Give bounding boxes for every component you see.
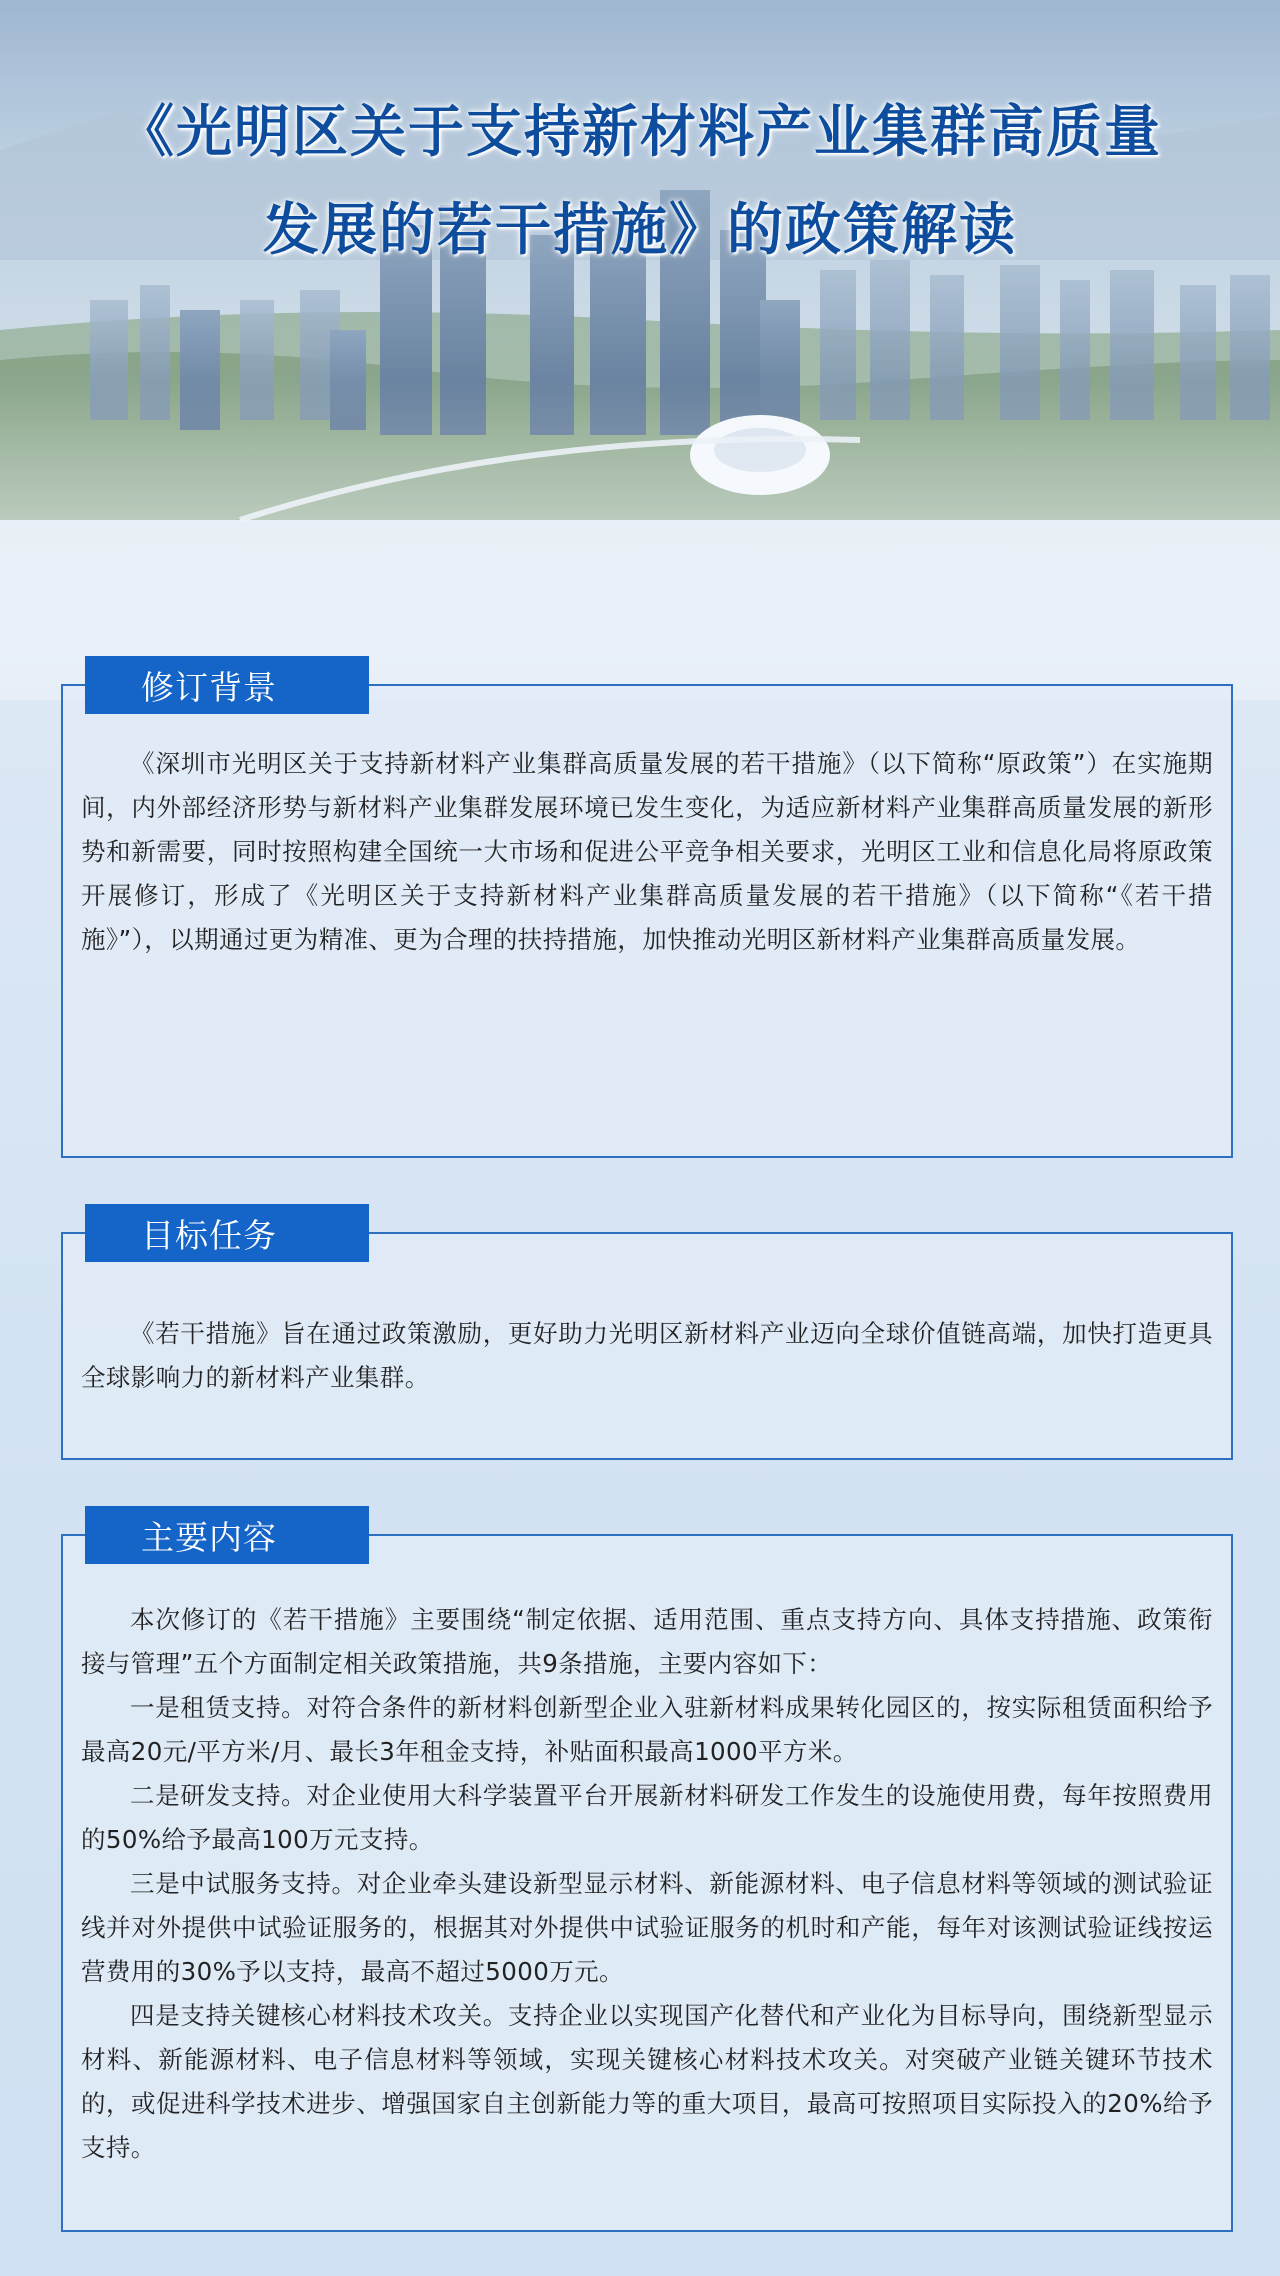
- paragraph-intro: 本次修订的《若干措施》主要围绕“制定依据、适用范围、重点支持方向、具体支持措施、政策衔接与管理”五个方面制定相关政策措施，共9条措施，主要内容如下：: [81, 1605, 1213, 1678]
- section-heading: 目标任务: [85, 1204, 369, 1262]
- section-heading: 主要内容: [85, 1506, 369, 1564]
- paragraph-pilot-service-support: 三是中试服务支持。对企业牵头建设新型显示材料、新能源材料、电子信息材料等领域的测试验证线并对外提供中试验证服务的，根据其对外提供中试验证服务的机时和产能，每年对该测试验证线按运营费用的30%予以支持，最高不超过5000万元。: [81, 1869, 1213, 1986]
- section-objectives: [61, 1215, 1233, 1460]
- section-heading: 修订背景: [85, 656, 369, 714]
- page-title-line-1: 《光明区关于支持新材料产业集群高质量: [118, 99, 1162, 165]
- hero-banner: [0, 0, 1280, 700]
- paragraph: 《若干措施》旨在通过政策激励，更好助力光明区新材料产业迈向全球价值链高端，加快打造更具全球影响力的新材料产业集群。: [81, 1319, 1213, 1392]
- section-body: [81, 1312, 1213, 1400]
- paragraph-rd-support: 二是研发支持。对企业使用大科学装置平台开展新材料研发工作发生的设施使用费，每年按照费用的50%给予最高100万元支持。: [81, 1781, 1213, 1854]
- page-title-line-2: 发展的若干措施》的政策解读: [263, 197, 1017, 263]
- section-main-content: [61, 1517, 1233, 2232]
- section-revision-background: [61, 667, 1233, 1158]
- section-body: [81, 1598, 1213, 2170]
- paragraph: 《深圳市光明区关于支持新材料产业集群高质量发展的若干措施》（以下简称“原政策”）在实施期间，内外部经济形势与新材料产业集群发展环境已发生变化，为适应新材料产业集群高质量发展的新形势和新需要，同时按照构建全国统一大市场和促进公平竞争相关要求，光明区工业和信息化局将原政策开展修订，形成了《光明区关于支持新材料产业集群高质量发展的若干措施》（以下简称“《若干措施》”），以期通过更为精准、更为合理的扶持措施，加快推动光明区新材料产业集群高质量发展。: [81, 749, 1213, 954]
- paragraph-key-material-support: 四是支持关键核心材料技术攻关。支持企业以实现国产化替代和产业化为目标导向，围绕新型显示材料、新能源材料、电子信息材料等领域，实现关键核心材料技术攻关。对突破产业链关键环节技术的，或促进科学技术进步、增强国家自主创新能力等的重大项目，最高可按照项目实际投入的20%给予支持。: [81, 2001, 1213, 2162]
- paragraph-rent-support: 一是租赁支持。对符合条件的新材料创新型企业入驻新材料成果转化园区的，按实际租赁面积给予最高20元/平方米/月、最长3年租金支持，补贴面积最高1000平方米。: [81, 1693, 1213, 1766]
- section-body: [81, 742, 1213, 962]
